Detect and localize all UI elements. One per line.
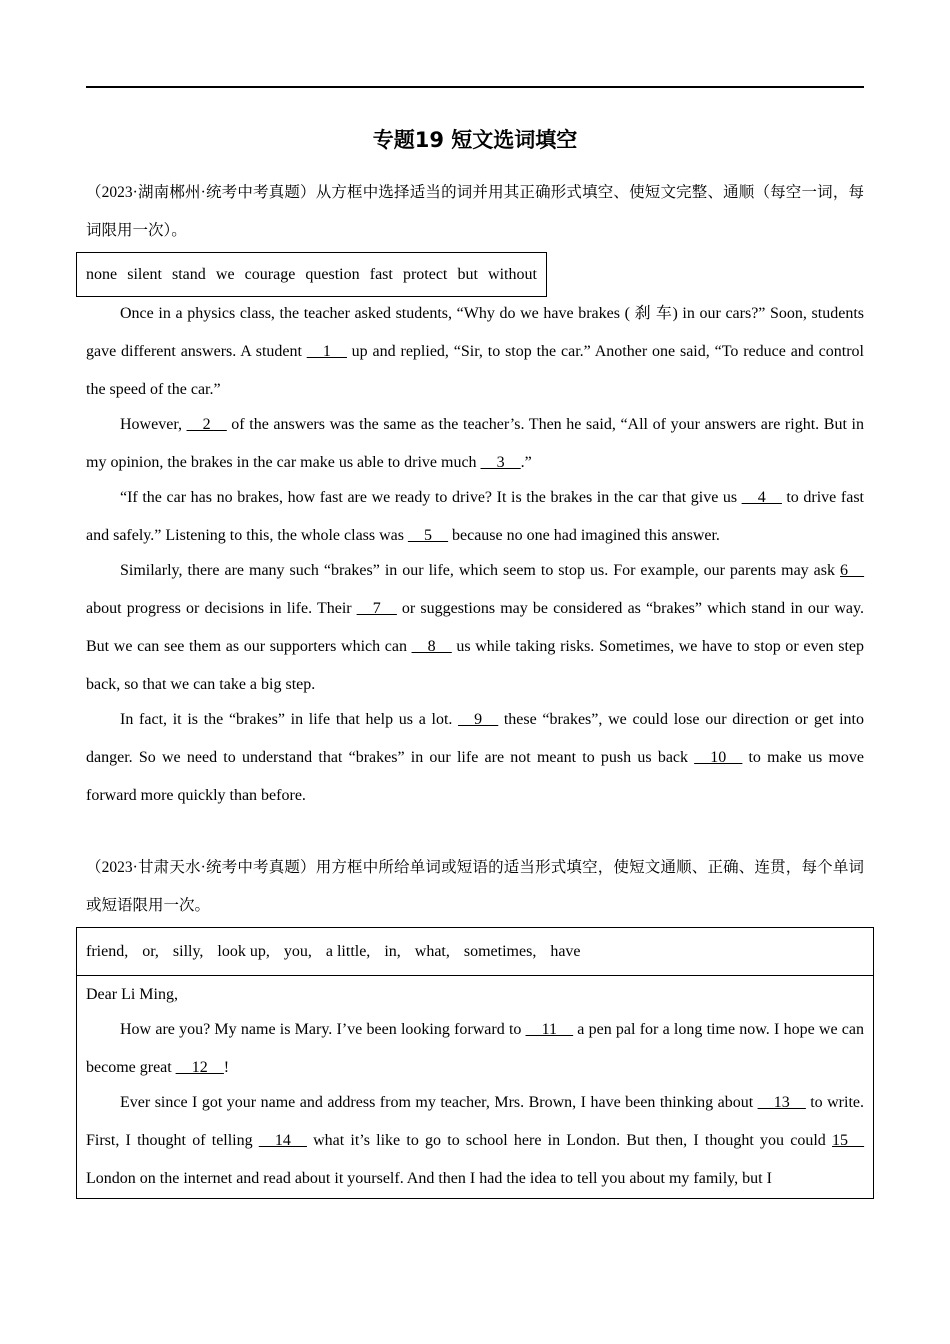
word-option: fast: [369, 265, 393, 283]
paragraph: How are you? My name is Mary. I’ve been looking forward to __11__ a pen pal for a long time now. I hope we can become great __12__!: [86, 1021, 865, 1076]
word-option: silent: [127, 265, 162, 283]
blank-15[interactable]: 15__: [832, 1132, 865, 1149]
blank-8[interactable]: __8__: [411, 638, 452, 655]
header-rule: [86, 86, 864, 88]
word-box-2: [77, 928, 873, 976]
word-option: silly,: [172, 942, 204, 960]
page-title: 专题19 短文选词填空: [372, 128, 578, 152]
blank-6[interactable]: 6__: [840, 562, 864, 579]
section1-instruction: （2023·湖南郴州·统考中考真题）从方框中选择适当的词并用其正确形式填空、使短文完整、通顺（每空一词，每词限用一次）。: [86, 184, 864, 239]
blank-14[interactable]: __14__: [258, 1132, 307, 1149]
blank-12[interactable]: __12__: [175, 1059, 224, 1076]
paragraph: In fact, it is the “brakes” in life that help us a lot. __9__ these “brakes”, we could lose our direction or get into danger. So we need to understand that “brakes” in our life are not meant to push us back __10__ to make us move forward more quickly than before.: [86, 711, 864, 804]
word-option: you,: [283, 942, 312, 960]
section2-instruction: （2023·甘肃天水·统考中考真题）用方框中所给单词或短语的适当形式填空，使短文通顺、正确、连贯，每个单词或短语限用一次。: [86, 859, 864, 914]
letter-salutation: Dear Li Ming,: [86, 986, 178, 1003]
word-option: courage: [244, 265, 296, 283]
word-option: question: [305, 265, 360, 283]
word-option: without: [488, 265, 537, 283]
blank-11[interactable]: __11__: [525, 1021, 574, 1038]
word-option: in,: [384, 942, 401, 960]
blank-2[interactable]: __2__: [186, 416, 227, 433]
word-option: or,: [142, 942, 159, 960]
passage-2-box: [76, 927, 874, 1199]
section1-source: （2023·湖南郴州·统考中考真题）: [86, 184, 316, 201]
word-box-1: [76, 252, 547, 297]
blank-13[interactable]: __13__: [757, 1094, 806, 1111]
word-option: stand: [172, 265, 206, 283]
section2-intro: [86, 849, 864, 925]
blank-9[interactable]: __9__: [458, 711, 499, 728]
word-option: look up,: [217, 942, 270, 960]
paragraph: Ever since I got your name and address from my teacher, Mrs. Brown, I have been thinking about __13__ to write. First, I thought of telling __14__ what it’s like to go to school here in London. But then, I thought you could 15__ London on the internet and read about it yourself. And then I had the idea to tell you about my family, but I: [86, 1094, 865, 1187]
word-option: we: [215, 265, 235, 283]
blank-3[interactable]: __3__: [480, 454, 521, 471]
word-option: what,: [414, 942, 450, 960]
section2-source: （2023·甘肃天水·统考中考真题）: [86, 859, 316, 876]
paragraph: Once in a physics class, the teacher asked students, “Why do we have brakes ( 刹 车) in our cars?” Soon, students gave different answers. A student __1__ up and replied, “Sir, to stop the car.” Another one said, “To reduce and control the speed of the car.”: [86, 305, 865, 398]
blank-4[interactable]: __4__: [741, 489, 782, 506]
word-option: a little,: [325, 942, 371, 960]
blank-7[interactable]: __7__: [356, 600, 397, 617]
passage-1: [86, 295, 864, 815]
paragraph: Similarly, there are many such “brakes” in our life, which seem to stop us. For example, our parents may ask 6__ about progress or decisions in life. Their __7__ or suggestions may be considered as “brakes” which stand in our way. But we can see them as our supporters which can __8__ us while taking risks. Sometimes, we have to stop or even step back, so that we can take a big step.: [86, 562, 864, 693]
word-option: friend,: [86, 942, 129, 960]
paragraph: “If the car has no brakes, how fast are we ready to drive? It is the brakes in the car that give us __4__ to drive fast and safely.” Listening to this, the whole class was __5__ because no one had imagined this answer.: [86, 489, 864, 544]
word-option: have: [550, 942, 581, 960]
word-option: protect: [402, 265, 448, 283]
word-option: sometimes,: [463, 942, 537, 960]
blank-5[interactable]: __5__: [408, 527, 448, 544]
blank-10[interactable]: __10__: [694, 749, 743, 766]
blank-1[interactable]: __1__: [306, 343, 347, 360]
word-option: none: [86, 265, 118, 283]
section1-intro: [86, 174, 864, 250]
word-option: but: [457, 265, 478, 283]
paragraph: However, __2__ of the answers was the same as the teacher’s. Then he said, “All of your answers are right. But in my opinion, the brakes in the car make us able to drive much __3__.”: [86, 416, 864, 471]
letter: [77, 976, 873, 1198]
